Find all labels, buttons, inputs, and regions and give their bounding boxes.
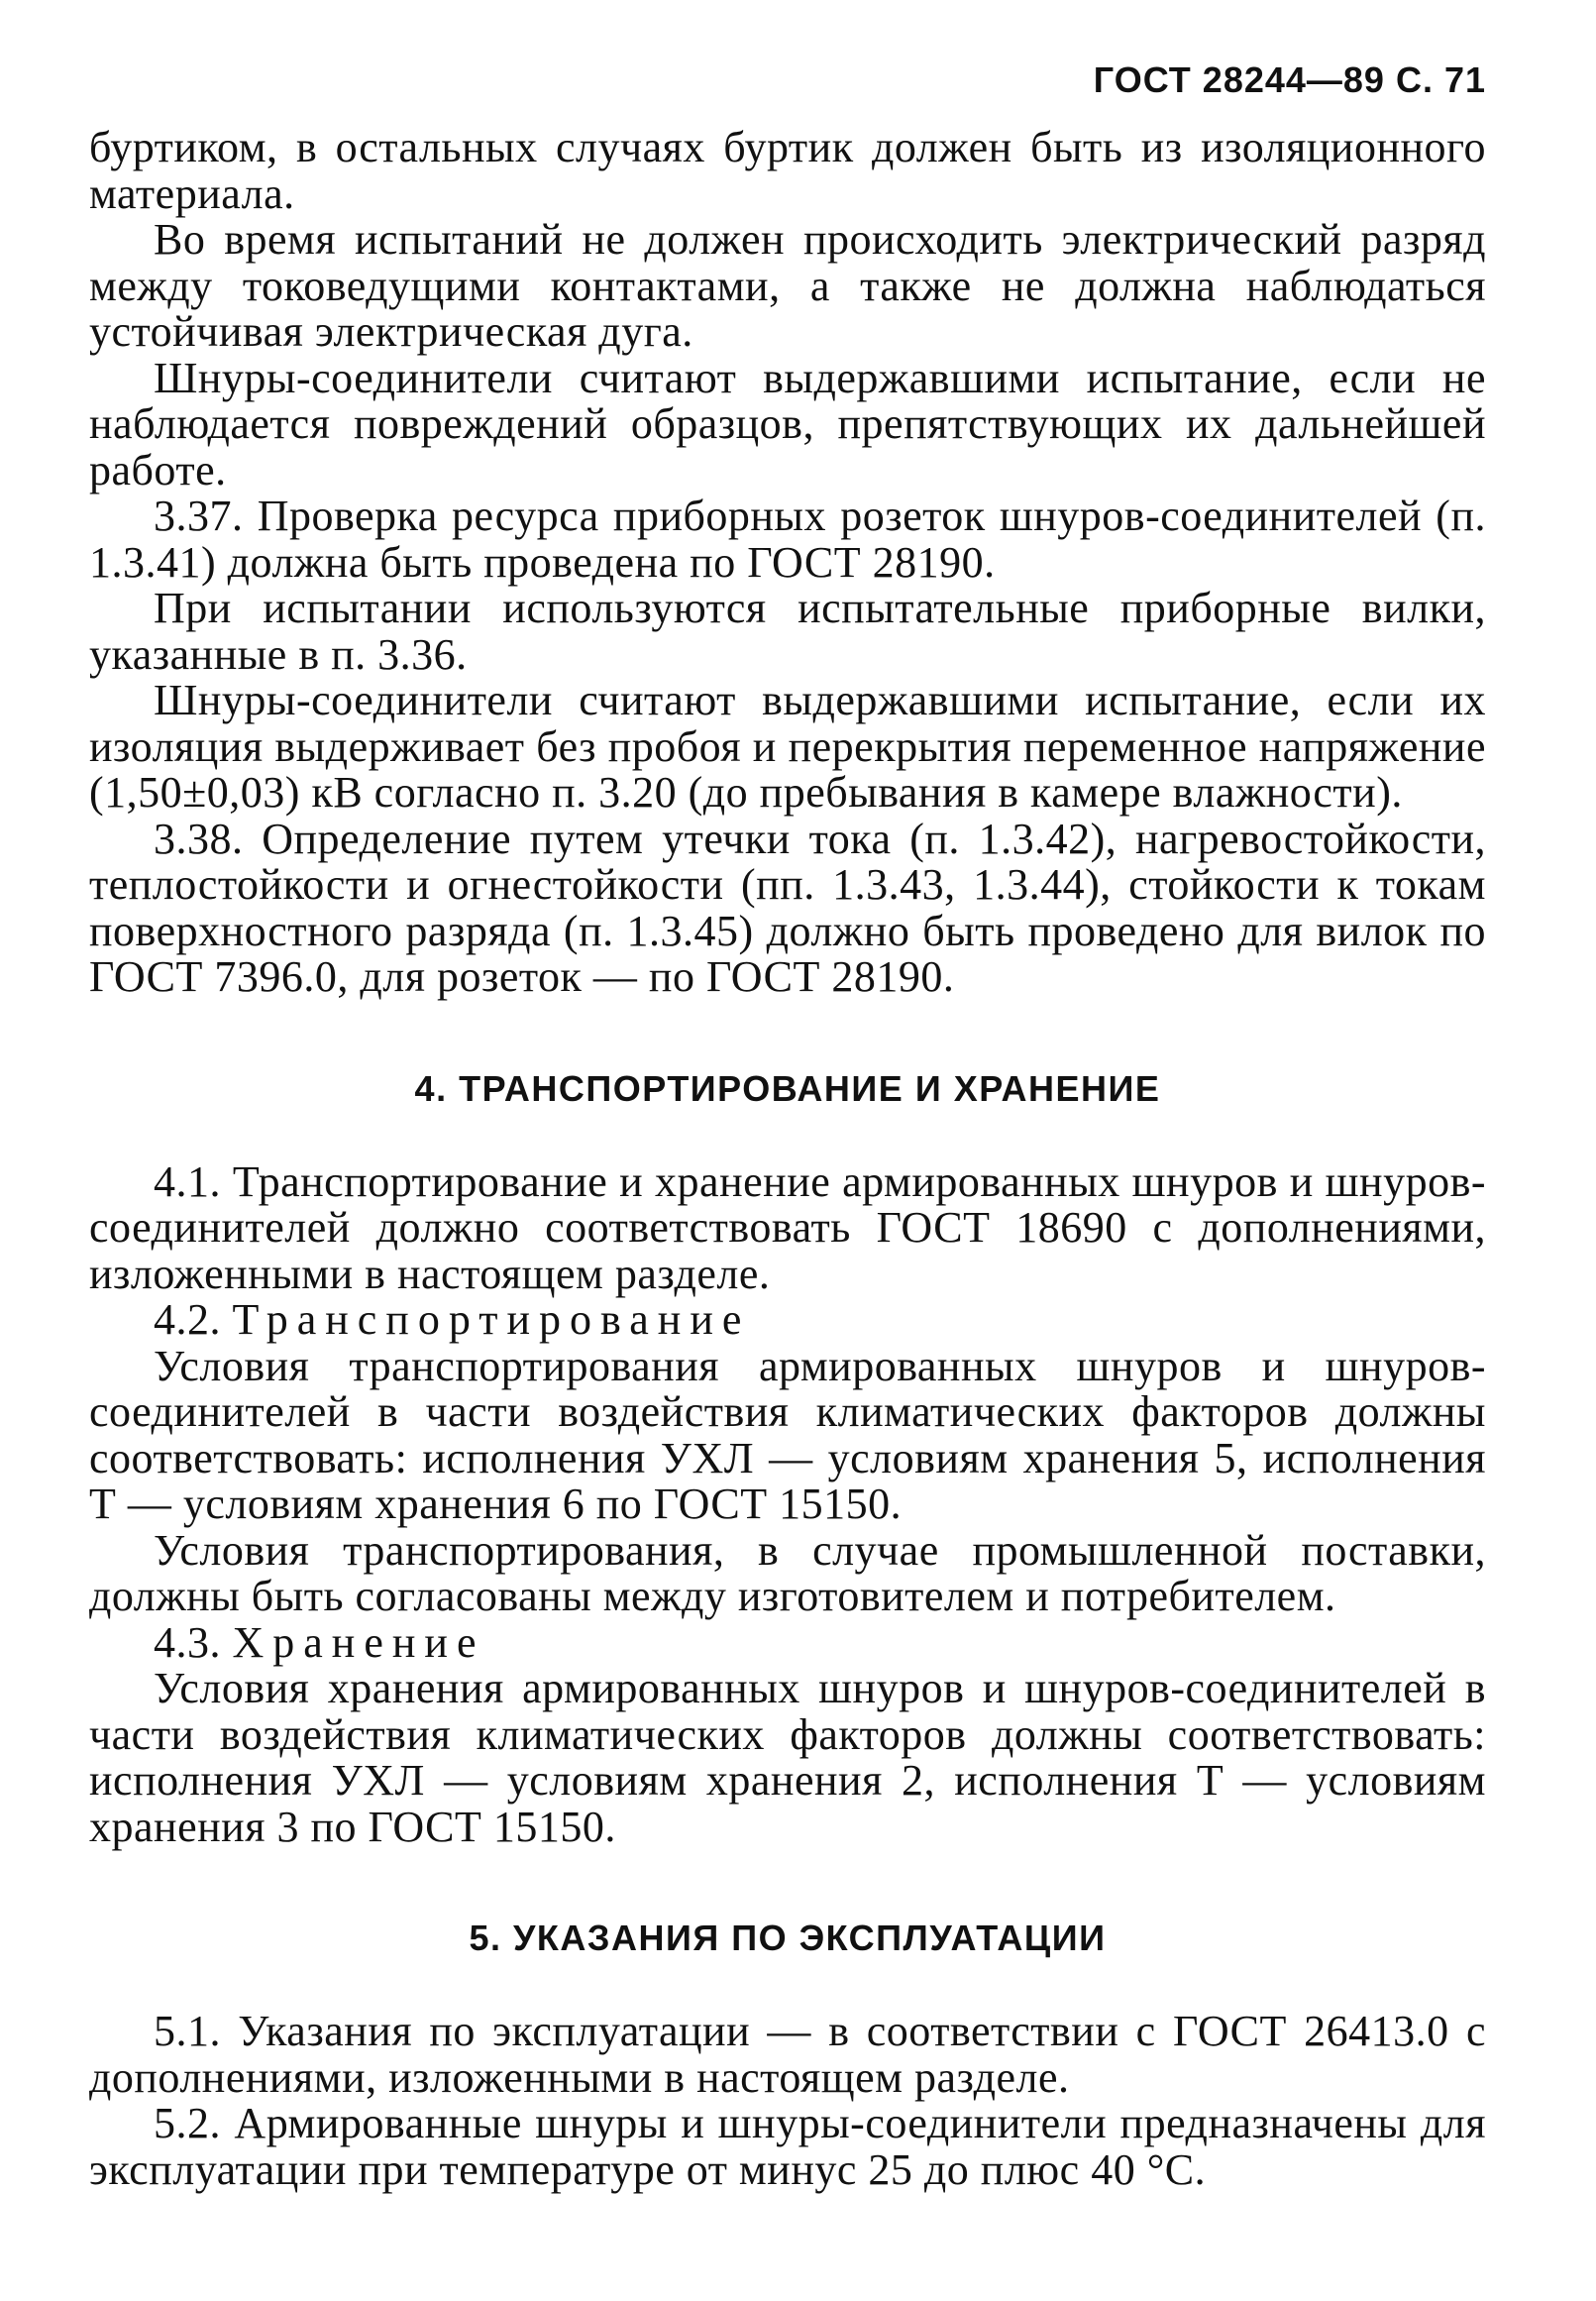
paragraph-5-1: 5.1. Указания по эксплуатации — в соответствии с ГОСТ 26413.0 с дополнениями, изложенными в настоящем разделе.	[89, 2007, 1486, 2102]
paragraph-4-3-title	[89, 1617, 1486, 1667]
paragraph-3-38: 3.38. Определение путем утечки тока (п. 1.3.42), нагревостойкости, теплостойкости и огнестойкости (пп. 1.3.43, 1.3.44), стойкости к токам поверхностного разряда (п. 1.3.45) должно быть проведено для вилок по ГОСТ 7396.0, для розеток — по ГОСТ 28190.	[89, 814, 1486, 1001]
paragraph-4-2-title	[89, 1297, 1486, 1344]
paragraph-4-1: 4.1. Транспортирование и хранение армированных шнуров и шнуров-соединителей должно соответствовать ГОСТ 18690 с дополнениями, изложенными в настоящем разделе.	[89, 1156, 1486, 1298]
document-page	[89, 59, 1486, 2193]
clause-title-storage: Хранение	[232, 1617, 485, 1667]
paragraph-transport-agreement: Условия транспортирования, в случае промышленной поставки, должны быть согласованы между изготовителем и потребителем.	[89, 1525, 1486, 1620]
paragraph-cords-passed: Шнуры-соединители считают выдержавшими испытание, если не наблюдается повреждений образцов, препятствующих их дальнейшей работе.	[89, 353, 1486, 494]
paragraph-storage-conditions: Условия хранения армированных шнуров и шнуров-соединителей в части воздействия климатических факторов должны соответствовать: исполнения УХЛ — условиям хранения 2, исполнения Т — условиям хранения 3 по ГОСТ 15150.	[89, 1664, 1486, 1851]
clause-number-4-3: 4.3.	[154, 1617, 221, 1667]
running-header: ГОСТ 28244—89 С. 71	[1093, 59, 1486, 100]
clause-title-transport: Транспортирование	[232, 1295, 751, 1344]
section-5-heading: 5. УКАЗАНИЯ ПО ЭКСПЛУАТАЦИИ	[469, 1918, 1107, 1958]
paragraph-5-2: 5.2. Армированные шнуры и шнуры-соединители предназначены для эксплуатации при температуре от минус 25 до плюс 40 °С.	[89, 2099, 1486, 2194]
paragraph-insulation: Шнуры-соединители считают выдержавшими испытание, если их изоляция выдерживает без пробоя и перекрытия переменное напряжение (1,50±0,03) кВ согласно п. 3.20 (до пребывания в камере влажности).	[89, 676, 1486, 817]
section-4-heading: 4. ТРАНСПОРТИРОВАНИЕ И ХРАНЕНИЕ	[414, 1067, 1161, 1109]
paragraph-3-37: 3.37. Проверка ресурса приборных розеток шнуров-соединителей (п. 1.3.41) должна быть проведена по ГОСТ 28190.	[89, 492, 1486, 587]
clause-number-4-2: 4.2.	[154, 1295, 221, 1344]
paragraph-discharge: Во время испытаний не должен происходить электрический разряд между токоведущими контактами, а также не должна наблюдаться устойчивая электрическая дуга.	[89, 215, 1486, 356]
paragraph-transport-conditions: Условия транспортирования армированных шнуров и шнуров-соединителей в части воздействия климатических факторов должны соответствовать: исполнения УХЛ — условиям хранения 5, исполнения Т — условиям хранения 6 по ГОСТ 15150.	[89, 1341, 1486, 1528]
paragraph-continuation: буртиком, в остальных случаях буртик должен быть из изоляционного материала.	[89, 123, 1486, 218]
paragraph-test-plugs: При испытании используются испытательные приборные вилки, указанные в п. 3.36.	[89, 584, 1486, 679]
